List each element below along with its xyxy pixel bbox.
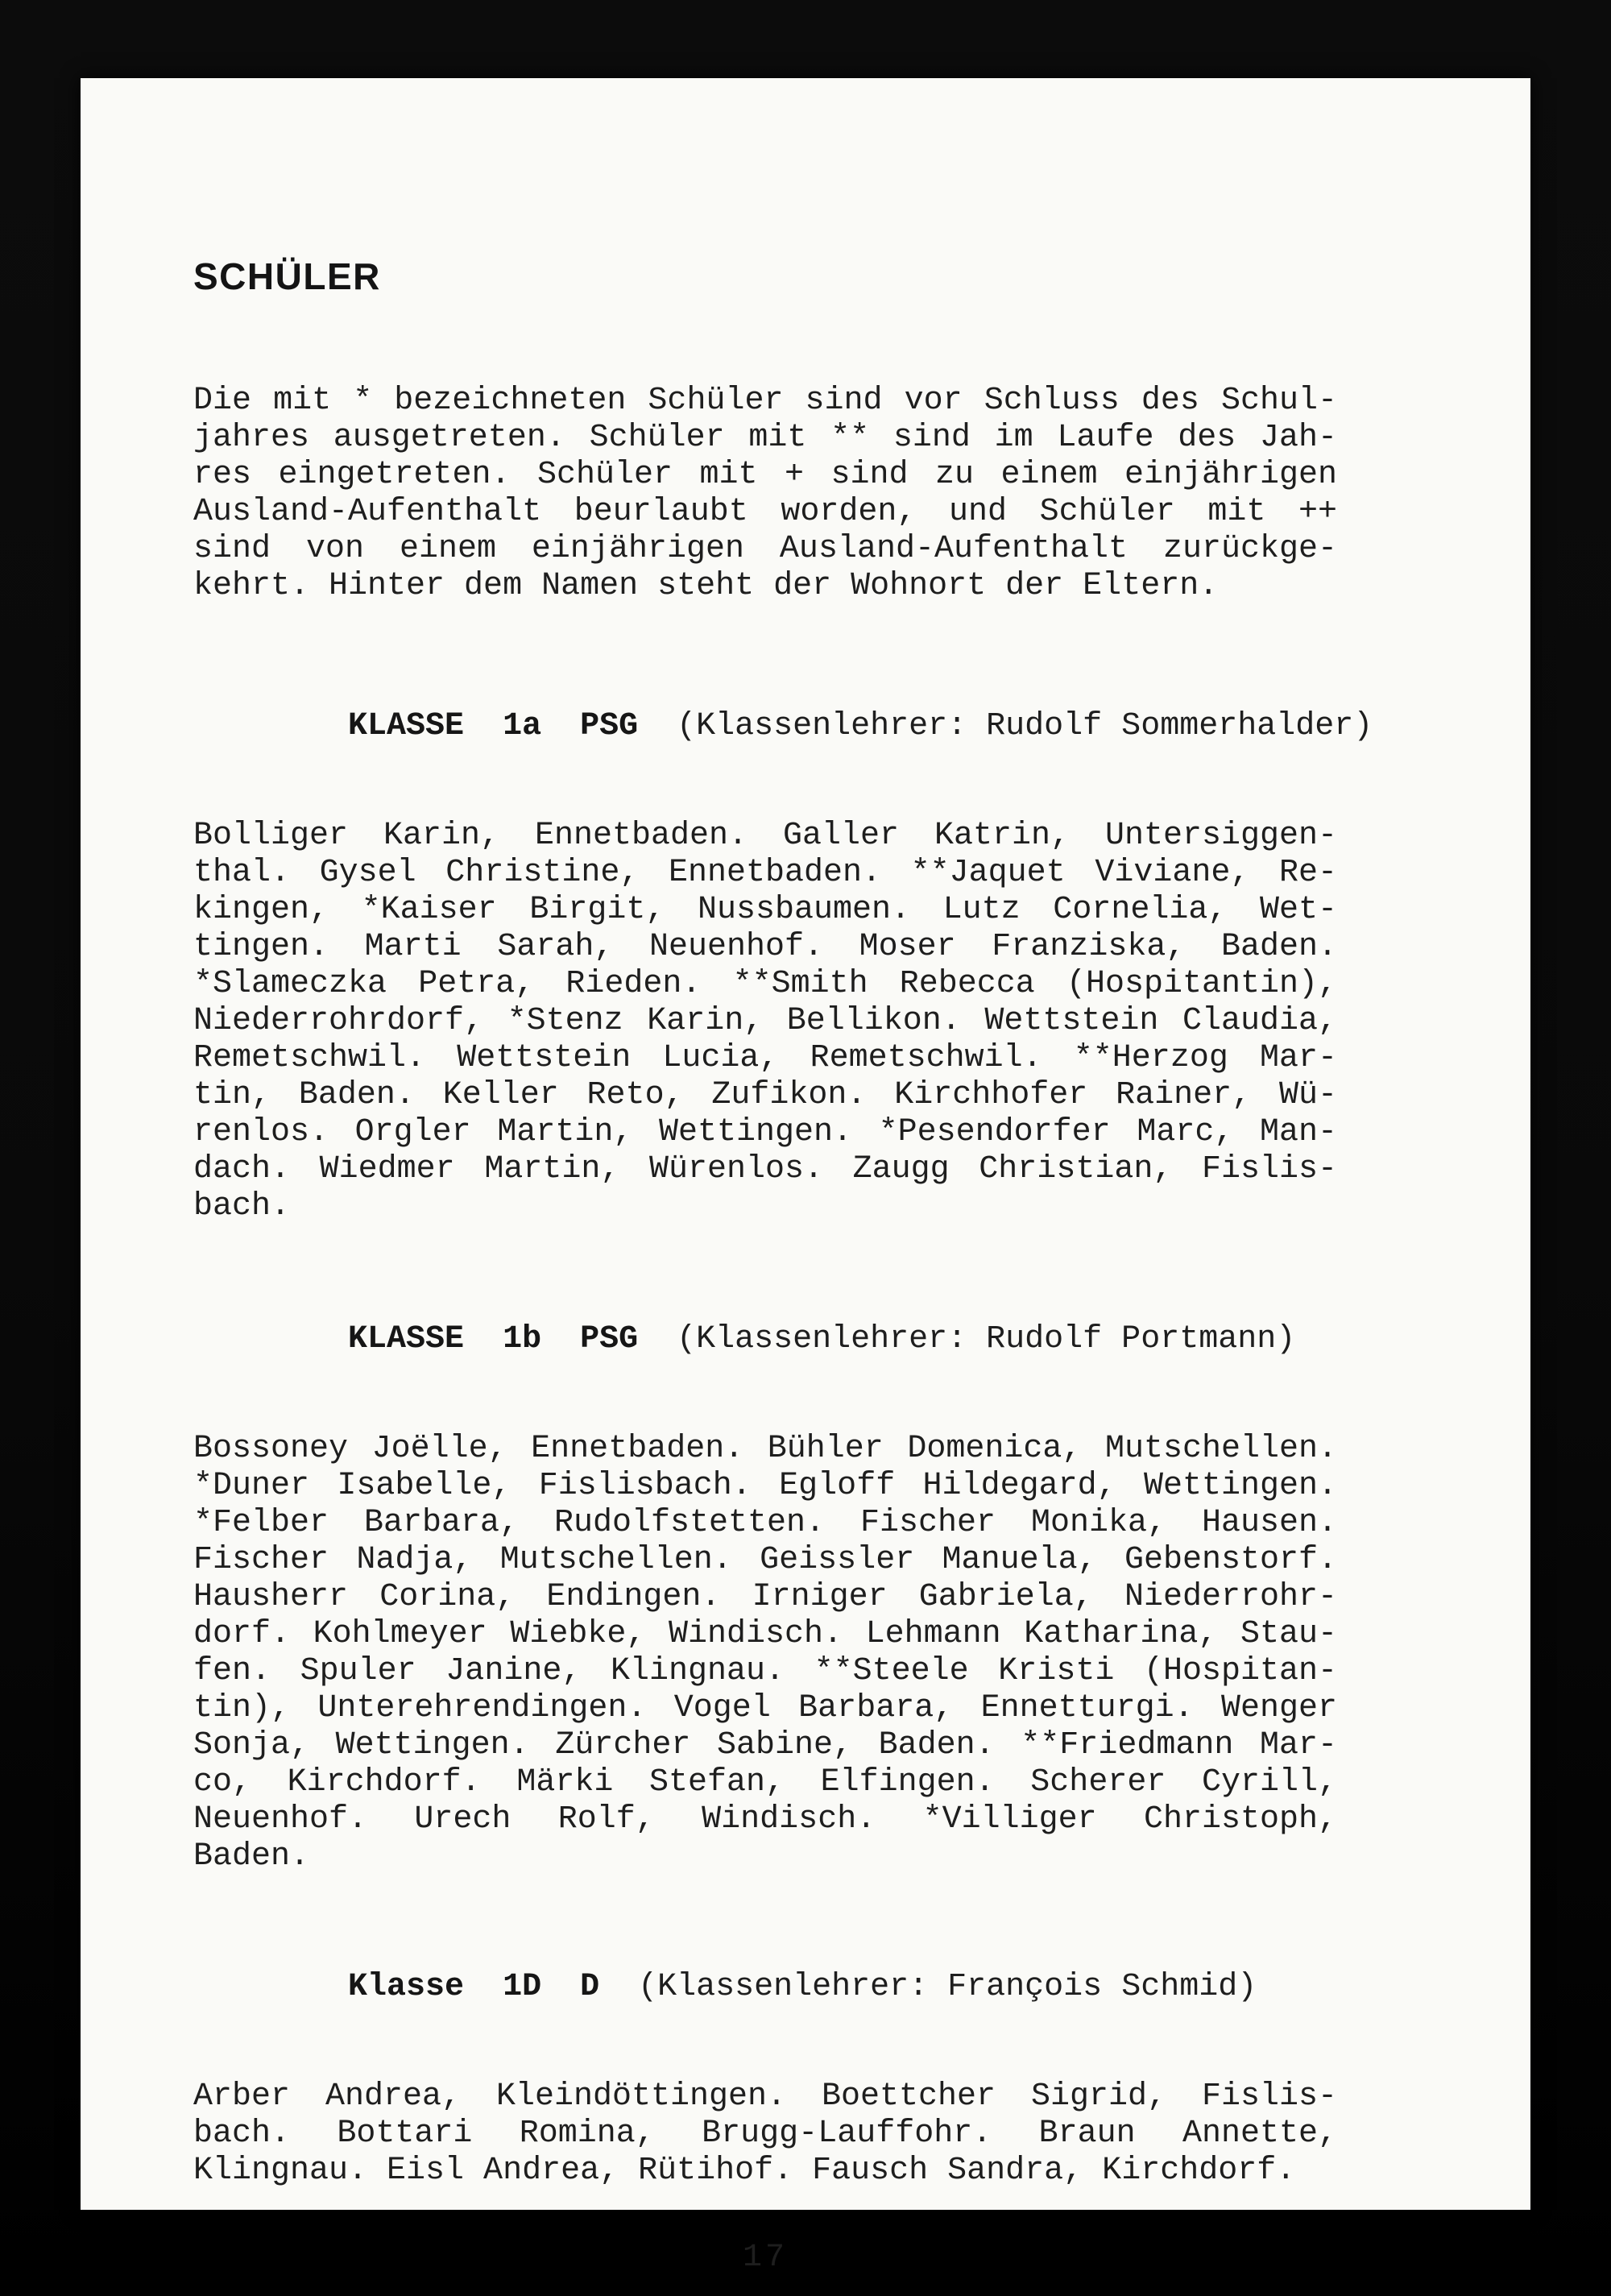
text-line: kingen, *Kaiser Birgit, Nussbaumen. Lutz Cornelia, Wet- [193, 892, 1337, 928]
page-number: 17 [742, 2240, 788, 2276]
text-line: Klingnau. Eisl Andrea, Rütihof. Fausch Sandra, Kirchdorf. [193, 2153, 1296, 2189]
page-content [193, 78, 1373, 2277]
text-line: Niederrohrdorf, *Stenz Karin, Bellikon. Wettstein Claudia, [193, 1003, 1337, 1039]
student-list-1d [193, 2078, 1337, 2190]
text-line: Fischer Nadja, Mutschellen. Geissler Manuela, Gebenstorf. [193, 1542, 1337, 1578]
class-section-1b [193, 1284, 1337, 1875]
class-heading-label: Klasse 1D D [348, 1969, 600, 2005]
text-line: Baden. [193, 1838, 310, 1875]
text-line: Hausherr Corina, Endingen. Irniger Gabriela, Niederrohr- [193, 1579, 1337, 1615]
class-section-1d [193, 1932, 1337, 2190]
class-heading-1d [193, 1932, 1337, 2043]
class-heading-label: KLASSE 1b PSG [348, 1321, 639, 1357]
intro-paragraph [193, 383, 1337, 605]
document-page [81, 78, 1530, 2276]
text-line: bach. [193, 1188, 291, 1225]
text-line: jahres ausgetreten. Schüler mit ** sind im Laufe des Jah- [193, 420, 1337, 456]
text-line: co, Kirchdorf. Märki Stefan, Elfingen. Scherer Cyrill, [193, 1764, 1337, 1801]
text-line: Sonja, Wettingen. Zürcher Sabine, Baden. **Friedmann Mar- [193, 1727, 1337, 1763]
text-line: dach. Wiedmer Martin, Würenlos. Zaugg Christian, Fislis- [193, 1151, 1337, 1187]
text-line: res eingetreten. Schüler mit + sind zu einem einjährigen [193, 457, 1337, 493]
class-section-1a [193, 671, 1373, 1225]
class-heading-label: KLASSE 1a PSG [348, 708, 639, 744]
text-line: Ausland-Aufenthalt beurlaubt worden, und Schüler mit ++ [193, 494, 1337, 530]
text-line: tin), Unterehrendingen. Vogel Barbara, Ennetturgi. Wenger [193, 1690, 1337, 1726]
text-line: dorf. Kohlmeyer Wiebke, Windisch. Lehmann Katharina, Stau- [193, 1616, 1337, 1652]
text-line: *Slameczka Petra, Rieden. **Smith Rebecca (Hospitantin), [193, 966, 1337, 1002]
text-line: sind von einem einjährigen Ausland-Aufenthalt zurückge- [193, 531, 1337, 567]
text-line: thal. Gysel Christine, Ennetbaden. **Jaquet Viviane, Re- [193, 855, 1337, 891]
class-heading-1b [193, 1284, 1337, 1395]
student-list-1b [193, 1431, 1337, 1875]
text-line: Bolliger Karin, Ennetbaden. Galler Katrin, Untersiggen- [193, 818, 1337, 854]
class-heading-teacher: (Klassenlehrer: Rudolf Sommerhalder) [677, 708, 1373, 744]
text-line: kehrt. Hinter dem Namen steht der Wohnort der Eltern. [193, 568, 1219, 604]
text-line: tin, Baden. Keller Reto, Zufikon. Kirchhofer Rainer, Wü- [193, 1077, 1337, 1113]
class-heading-teacher: (Klassenlehrer: Rudolf Portmann) [677, 1321, 1296, 1357]
text-line: Die mit * bezeichneten Schüler sind vor Schluss des Schul- [193, 383, 1337, 419]
class-heading-1a [193, 671, 1373, 782]
text-line: bach. Bottari Romina, Brugg-Lauffohr. Braun Annette, [193, 2116, 1337, 2152]
text-line: *Felber Barbara, Rudolfstetten. Fischer Monika, Hausen. [193, 1505, 1337, 1541]
text-line: renlos. Orgler Martin, Wettingen. *Pesendorfer Marc, Man- [193, 1114, 1337, 1150]
text-line: Remetschwil. Wettstein Lucia, Remetschwil. **Herzog Mar- [193, 1040, 1337, 1076]
text-line: Bossoney Joëlle, Ennetbaden. Bühler Domenica, Mutschellen. [193, 1431, 1337, 1467]
text-line: *Duner Isabelle, Fislisbach. Egloff Hildegard, Wettingen. [193, 1468, 1337, 1504]
text-line: tingen. Marti Sarah, Neuenhof. Moser Franziska, Baden. [193, 929, 1337, 965]
class-heading-teacher: (Klassenlehrer: François Schmid) [638, 1969, 1257, 2005]
text-line: fen. Spuler Janine, Klingnau. **Steele Kristi (Hospitan- [193, 1653, 1337, 1689]
page-title: SCHÜLER [193, 255, 381, 297]
student-list-1a [193, 818, 1337, 1225]
text-line: Neuenhof. Urech Rolf, Windisch. *Villiger Christoph, [193, 1801, 1337, 1838]
text-line: Arber Andrea, Kleindöttingen. Boettcher Sigrid, Fislis- [193, 2078, 1337, 2115]
